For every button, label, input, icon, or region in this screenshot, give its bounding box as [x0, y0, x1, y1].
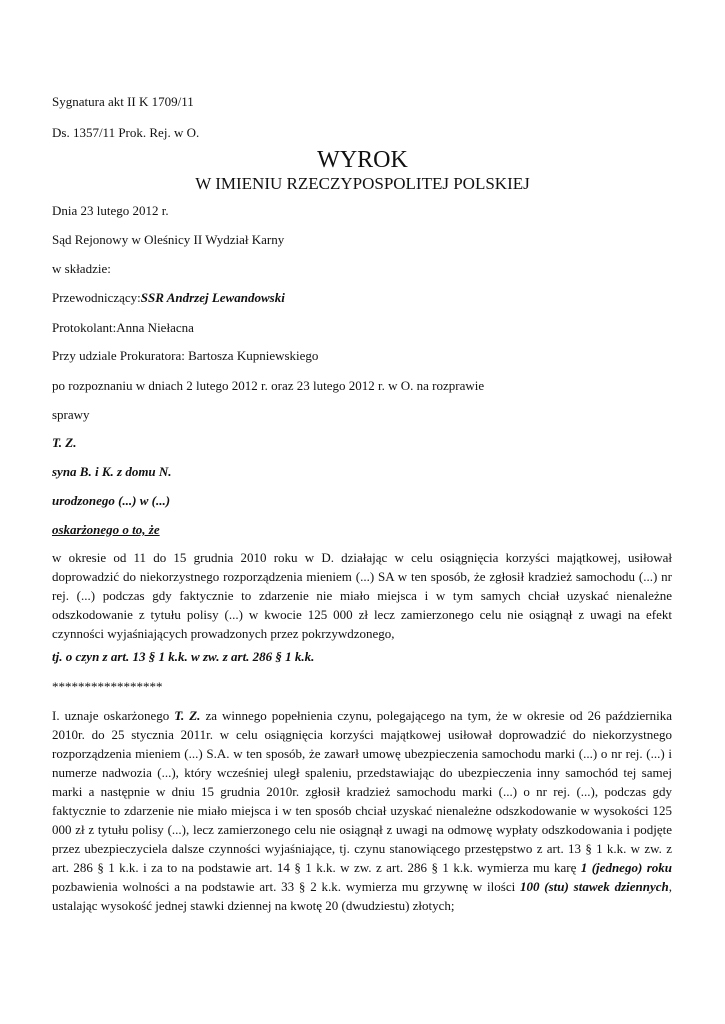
- court-name: Sąd Rejonowy w Oleśnicy II Wydział Karny: [52, 232, 285, 247]
- verdict-text-2: za winnego popełnienia czynu, polegającego na tym, że w okresie od 26 października 2010r. do 25 stycznia 2011r. w celu osiągnięcia korzyści majątkowej usiłował doprowadzić do niekorzystnego rozporządzenia mieniem (...) S.A. w ten sposób, że zawarł umowę ubezpieczenia samochodu marki (...) o nr rej. (...) i numerze nadwozia (...), który wcześniej uległ spaleniu, przedstawiając do ubezpieczenia inny samochód tej samej marki a następnie w dniu 15 grudnia 2010r. zgłosił kradzież samochodu marki (...) o nr rej. (...), podczas gdy faktycznie to zdarzenie nie miało miejsca i w ten sposób chciał uzyskać nienależne odszkodowanie w wysokości 125 000 zł z tytułu polisy (...), lecz zamierzonego celu nie osiągnął z uwagi na odmowę wypłaty odszkodowania i podjęte przez ubezpieczyciela dalsze czynności wyjaśniające, tj. czynu stanowiącego przestępstwo z art. 13 § 1 k.k. w zw. z art. 286 § 1 k.k. i za to na podstawie art. 14 § 1 k.k. w zw. z art. 286 § 1 k.k. wymierza mu karę: [52, 708, 672, 875]
- charge-paragraph: w okresie od 11 do 15 grudnia 2010 roku w D. działając w celu osiągnięcia korzyści majątkowej, usiłował doprowadzić do niekorzystnego rozporządzenia mieniem (...) SA w ten sposób, że zgłosił kradzież samochodu (...) nr rej. (...) podczas gdy faktycznie to zdarzenie nie miało miejsca i w tym samych chciał uzyskać nienależne odszkodowanie z tytułu polisy (...) w kwocie 125 000 zł lecz zamierzonego celu nie osiągnął z uwagi na efekt czynności wyjaśniających prowadzonych przez pokrzywdzonego,: [52, 550, 672, 641]
- verdict-text-4: , ustalając wysokość jednej stawki dziennej na kwotę 20 (dwudziestu) złotych;: [52, 879, 672, 913]
- verdict-text-3: pozbawienia wolności a na podstawie art. 33 § 2 k.k. wymierza mu grzywnę w ilości: [52, 879, 520, 894]
- defendant-initials: T. Z.: [52, 435, 77, 450]
- charge-article: tj. o czyn z art. 13 § 1 k.k. w zw. z art. 286 § 1 k.k.: [52, 649, 315, 664]
- verdict-fine: 100 (stu) stawek dziennych: [520, 879, 669, 894]
- presiding-label: Przewodniczący:: [52, 290, 141, 305]
- separator-stars: *****************: [52, 679, 163, 694]
- verdict-defendant: T. Z.: [174, 708, 201, 723]
- composition-label: w składzie:: [52, 261, 111, 276]
- clerk-line: Protokolant:Anna Niełacna: [52, 320, 194, 335]
- document-subtitle: W IMIENIU RZECZYPOSPOLITEJ POLSKIEJ: [195, 174, 530, 193]
- case-signature: Sygnatura akt II K 1709/11: [52, 94, 194, 109]
- verdict-text-1: I. uznaje oskarżonego: [52, 708, 175, 723]
- verdict-sentence: 1 (jednego) roku: [580, 860, 672, 875]
- date-line: Dnia 23 lutego 2012 r.: [52, 203, 169, 218]
- presiding-judge: [52, 288, 285, 307]
- presiding-name: SSR Andrzej Lewandowski: [140, 290, 285, 305]
- prosecution-reference: Ds. 1357/11 Prok. Rej. w O.: [52, 125, 200, 140]
- defendant-birth: urodzonego (...) w (...): [52, 493, 171, 508]
- document-title: WYROK: [317, 147, 408, 173]
- defendant-parents: syna B. i K. z domu N.: [52, 464, 172, 479]
- prosecutor-line: Przy udziale Prokuratora: Bartosza Kupniewskiego: [52, 348, 319, 363]
- hearing-line: po rozpoznaniu w dniach 2 lutego 2012 r. oraz 23 lutego 2012 r. w O. na rozprawie: [52, 378, 485, 393]
- accused-heading: oskarżonego o to, że: [52, 522, 160, 537]
- verdict-paragraph: [52, 706, 672, 915]
- case-label: sprawy: [52, 407, 90, 422]
